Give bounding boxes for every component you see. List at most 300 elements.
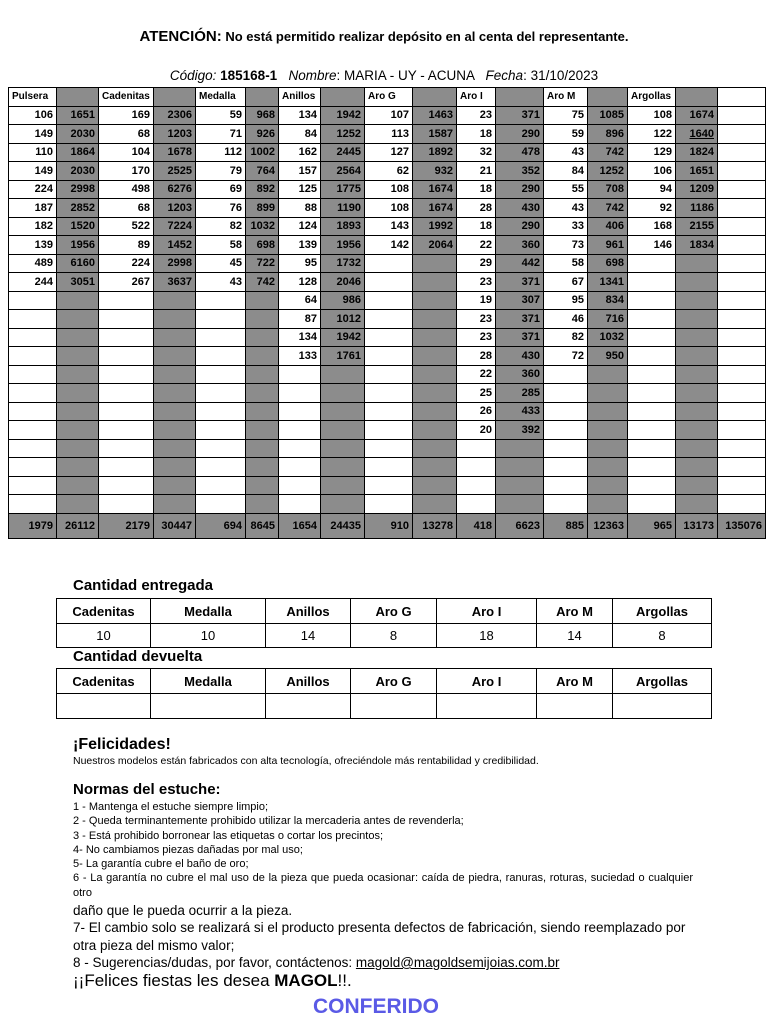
table-cell: 170 [99,162,154,181]
table-cell: 371 [496,106,544,125]
table-cell [246,384,279,403]
table-cell: 742 [588,143,628,162]
table-row [9,328,766,347]
qty-header: Medalla [151,599,266,624]
qty-value [437,694,537,719]
table-cell: 21 [457,162,496,181]
table-cell: 1761 [321,347,365,366]
table-cell [321,439,365,458]
rule-item: 4- No cambiamos piezas dañadas por mal uso; [73,843,303,856]
table-cell: 244 [9,273,57,292]
total-cell: 6623 [496,513,544,538]
conferido-stamp: CONFERIDO [313,995,439,1018]
total-cell: 135076 [718,513,766,538]
total-cell: 694 [196,513,246,538]
table-cell: 892 [246,180,279,199]
total-cell: 1979 [9,513,57,538]
devuelta-table [56,668,712,719]
inventory-table [8,87,766,539]
table-cell [628,291,676,310]
column-header: Pulsera [9,88,57,107]
table-cell [246,347,279,366]
table-cell: 290 [496,180,544,199]
column-header: Cadenitas [99,88,154,107]
rules-list [73,800,693,900]
table-cell [628,421,676,440]
column-header: Aro M [544,88,588,107]
table-cell: 1341 [588,273,628,292]
table-row [9,310,766,329]
table-row [9,125,766,144]
table-cell [544,458,588,477]
table-cell: 169 [99,106,154,125]
qty-value: 14 [537,624,613,648]
rule-6-continuation: daño que le pueda ocurrir a la pieza. [73,903,293,918]
brand-name: MAGOL [274,971,338,990]
table-row [9,291,766,310]
table-cell [196,439,246,458]
table-cell: 69 [196,180,246,199]
table-cell [718,236,766,255]
table-cell [365,439,413,458]
table-cell: 28 [457,199,496,218]
table-cell [718,143,766,162]
table-cell: 433 [496,402,544,421]
table-cell [718,199,766,218]
table-cell [154,439,196,458]
table-cell: 18 [457,217,496,236]
table-cell [196,365,246,384]
column-header [676,88,718,107]
table-cell [57,421,99,440]
column-header: Aro I [457,88,496,107]
table-cell [718,106,766,125]
table-cell: 2998 [154,254,196,273]
attention-notice [0,28,768,45]
table-cell: 168 [628,217,676,236]
table-cell: 26 [457,402,496,421]
table-cell: 20 [457,421,496,440]
table-cell [246,495,279,514]
table-cell [154,328,196,347]
table-cell [457,458,496,477]
table-cell: 1032 [588,328,628,347]
table-cell: 59 [196,106,246,125]
rule-8 [73,954,698,972]
table-cell [628,310,676,329]
table-cell [676,365,718,384]
table-cell [9,458,57,477]
codigo-label: Código: [169,68,217,83]
table-cell [676,458,718,477]
total-cell: 12363 [588,513,628,538]
table-cell [718,310,766,329]
table-cell [279,476,321,495]
table-cell: 1186 [676,199,718,218]
qty-header: Aro G [351,669,437,694]
table-cell [99,365,154,384]
table-row [9,476,766,495]
table-cell [676,495,718,514]
table-cell [246,310,279,329]
table-cell: 896 [588,125,628,144]
table-cell: 45 [196,254,246,273]
entregada-table [56,598,712,648]
table-cell: 104 [99,143,154,162]
table-cell: 59 [544,125,588,144]
table-cell [196,291,246,310]
table-cell: 142 [365,236,413,255]
table-cell [246,421,279,440]
table-cell: 1674 [413,199,457,218]
rule-8-text: 8 - Sugerencias/dudas, por favor, contáctenos: [73,955,356,970]
table-cell [413,347,457,366]
table-cell [321,402,365,421]
table-cell: 89 [99,236,154,255]
table-cell [676,402,718,421]
table-cell: 430 [496,199,544,218]
table-row [9,439,766,458]
felicidades-heading: ¡Felicidades! [73,736,171,753]
table-cell: 149 [9,162,57,181]
table-cell [9,347,57,366]
table-cell: 698 [246,236,279,255]
table-cell [413,310,457,329]
table-cell [9,421,57,440]
table-cell: 6160 [57,254,99,273]
table-cell [718,273,766,292]
table-row [9,162,766,181]
rule-item: 5- La garantía cubre el baño de oro; [73,858,249,871]
table-cell [9,310,57,329]
table-cell: 2155 [676,217,718,236]
table-cell: 22 [457,236,496,255]
table-cell [718,458,766,477]
table-cell [154,495,196,514]
table-row [9,421,766,440]
totals-row [9,513,766,538]
table-cell [154,310,196,329]
table-cell [457,476,496,495]
table-cell [99,458,154,477]
table-cell: 55 [544,180,588,199]
table-cell: 22 [457,365,496,384]
table-cell [588,458,628,477]
total-cell: 965 [628,513,676,538]
table-cell [99,439,154,458]
table-cell [279,439,321,458]
table-cell: 6276 [154,180,196,199]
table-cell: 134 [279,328,321,347]
table-cell [246,439,279,458]
table-cell: 62 [365,162,413,181]
table-cell [676,439,718,458]
total-cell: 418 [457,513,496,538]
qty-header: Anillos [266,669,351,694]
table-cell [196,310,246,329]
table-cell: 127 [365,143,413,162]
column-header [154,88,196,107]
qty-value: 18 [437,624,537,648]
table-cell [544,495,588,514]
table-cell: 79 [196,162,246,181]
table-cell: 1651 [57,106,99,125]
table-cell [718,476,766,495]
table-cell [588,495,628,514]
table-cell: 1651 [676,162,718,181]
table-cell [413,384,457,403]
table-cell [196,402,246,421]
table-cell [588,365,628,384]
rule-item: 2 - Queda terminantemente prohibido utilizar la mercaderia antes de revenderla; [73,815,464,828]
table-cell [365,402,413,421]
qty-header: Cadenitas [57,599,151,624]
total-cell: 2179 [99,513,154,538]
table-cell: 1085 [588,106,628,125]
table-cell [718,439,766,458]
table-cell: 698 [588,254,628,273]
table-cell: 360 [496,365,544,384]
table-cell [154,476,196,495]
table-cell: 371 [496,328,544,347]
table-cell [718,217,766,236]
table-cell [588,476,628,495]
devuelta-title: Cantidad devuelta [73,648,203,665]
table-cell [544,365,588,384]
table-cell [496,439,544,458]
table-cell [718,125,766,144]
table-cell [154,458,196,477]
table-cell: 29 [457,254,496,273]
column-header: Anillos [279,88,321,107]
qty-header: Argollas [613,669,712,694]
table-cell: 406 [588,217,628,236]
table-row [9,254,766,273]
entregada-header-row [57,599,712,624]
table-cell [154,421,196,440]
table-cell [9,439,57,458]
table-cell: 1834 [676,236,718,255]
table-cell: 224 [9,180,57,199]
table-cell [246,476,279,495]
column-header [588,88,628,107]
table-cell [246,458,279,477]
table-cell [365,421,413,440]
table-cell [99,347,154,366]
table-cell: 2445 [321,143,365,162]
table-row [9,143,766,162]
table-cell: 1942 [321,106,365,125]
table-cell: 1640 [676,125,718,144]
table-cell [321,476,365,495]
table-cell: 478 [496,143,544,162]
table-cell [365,384,413,403]
table-cell: 19 [457,291,496,310]
table-cell [279,421,321,440]
table-cell [628,254,676,273]
qty-value: 8 [613,624,712,648]
table-cell: 1209 [676,180,718,199]
table-cell [718,495,766,514]
table-cell: 360 [496,236,544,255]
qty-value [266,694,351,719]
table-cell: 84 [279,125,321,144]
table-cell [628,495,676,514]
table-cell: 1674 [676,106,718,125]
table-cell [676,384,718,403]
table-cell: 1463 [413,106,457,125]
table-cell [628,476,676,495]
table-cell: 92 [628,199,676,218]
table-cell [196,458,246,477]
table-cell [57,365,99,384]
table-cell: 95 [279,254,321,273]
table-cell [279,384,321,403]
total-cell: 24435 [321,513,365,538]
table-cell: 129 [628,143,676,162]
column-header: Medalla [196,88,246,107]
table-cell: 1032 [246,217,279,236]
table-cell [99,476,154,495]
table-cell [9,384,57,403]
table-cell: 352 [496,162,544,181]
table-cell: 43 [196,273,246,292]
table-cell [9,328,57,347]
table-cell: 106 [9,106,57,125]
table-cell [718,365,766,384]
table-cell [365,310,413,329]
table-row [9,180,766,199]
table-cell [588,384,628,403]
table-cell [628,402,676,421]
rule-item: 6 - La garantía no cubre el mal uso de la pieza que pueda ocasionar: caída de piedra, ranuras, roturas, suciedad o cualquier otro [73,872,693,899]
table-cell: 1203 [154,125,196,144]
table-cell: 3637 [154,273,196,292]
contact-email-link[interactable]: magold@magoldsemijoias.com.br [355,955,560,970]
table-cell: 25 [457,384,496,403]
table-cell [718,180,766,199]
table-cell: 1893 [321,217,365,236]
table-cell: 708 [588,180,628,199]
table-cell: 73 [544,236,588,255]
table-cell [496,476,544,495]
table-cell [57,384,99,403]
total-cell: 8645 [246,513,279,538]
table-cell: 1732 [321,254,365,273]
table-cell [628,273,676,292]
qty-value [537,694,613,719]
table-cell [457,439,496,458]
table-cell [57,458,99,477]
table-cell: 522 [99,217,154,236]
devuelta-values-row [57,694,712,719]
felicidades-text: Nuestros modelos están fabricados con alta tecnología, ofreciéndole más rentabilidad y credibilidad. [73,755,539,767]
table-cell: 392 [496,421,544,440]
table-cell [365,291,413,310]
table-cell: 23 [457,273,496,292]
table-cell: 122 [628,125,676,144]
table-cell [588,402,628,421]
table-cell: 1942 [321,328,365,347]
table-cell: 1203 [154,199,196,218]
column-header [246,88,279,107]
table-cell: 149 [9,125,57,144]
table-cell: 143 [365,217,413,236]
table-cell: 1678 [154,143,196,162]
table-cell [154,402,196,421]
table-cell: 285 [496,384,544,403]
table-cell: 1775 [321,180,365,199]
table-cell: 33 [544,217,588,236]
column-header [718,88,766,107]
table-cell: 71 [196,125,246,144]
info-line [0,68,768,83]
table-cell: 1864 [57,143,99,162]
table-cell [676,328,718,347]
total-cell: 13278 [413,513,457,538]
table-cell: 290 [496,125,544,144]
table-cell [99,291,154,310]
table-cell [365,347,413,366]
table-cell: 7224 [154,217,196,236]
table-row [9,495,766,514]
table-cell: 43 [544,199,588,218]
table-cell: 1674 [413,180,457,199]
table-cell: 146 [628,236,676,255]
table-cell [413,402,457,421]
table-cell [413,328,457,347]
table-cell: 1956 [57,236,99,255]
table-cell [154,384,196,403]
table-cell: 1824 [676,143,718,162]
table-cell: 76 [196,199,246,218]
normas-heading: Normas del estuche: [73,781,221,798]
table-cell: 67 [544,273,588,292]
table-cell: 2525 [154,162,196,181]
table-cell [718,384,766,403]
table-cell [365,365,413,384]
table-cell: 87 [279,310,321,329]
table-row [9,384,766,403]
table-cell: 926 [246,125,279,144]
table-cell [676,291,718,310]
table-cell [365,328,413,347]
greeting-end: !!. [337,971,352,990]
table-cell [365,254,413,273]
total-cell: 13173 [676,513,718,538]
table-cell [718,347,766,366]
table-cell [321,495,365,514]
devuelta-header-row [57,669,712,694]
table-cell: 722 [246,254,279,273]
table-cell: 498 [99,180,154,199]
table-cell: 716 [588,310,628,329]
table-cell [628,439,676,458]
table-cell: 187 [9,199,57,218]
table-cell [246,328,279,347]
table-cell [57,439,99,458]
table-cell [413,439,457,458]
table-cell: 82 [544,328,588,347]
qty-header: Aro I [437,669,537,694]
table-cell: 18 [457,125,496,144]
table-cell: 108 [365,180,413,199]
table-cell: 182 [9,217,57,236]
table-cell: 3051 [57,273,99,292]
table-cell [365,476,413,495]
table-cell [9,476,57,495]
qty-header: Aro M [537,669,613,694]
